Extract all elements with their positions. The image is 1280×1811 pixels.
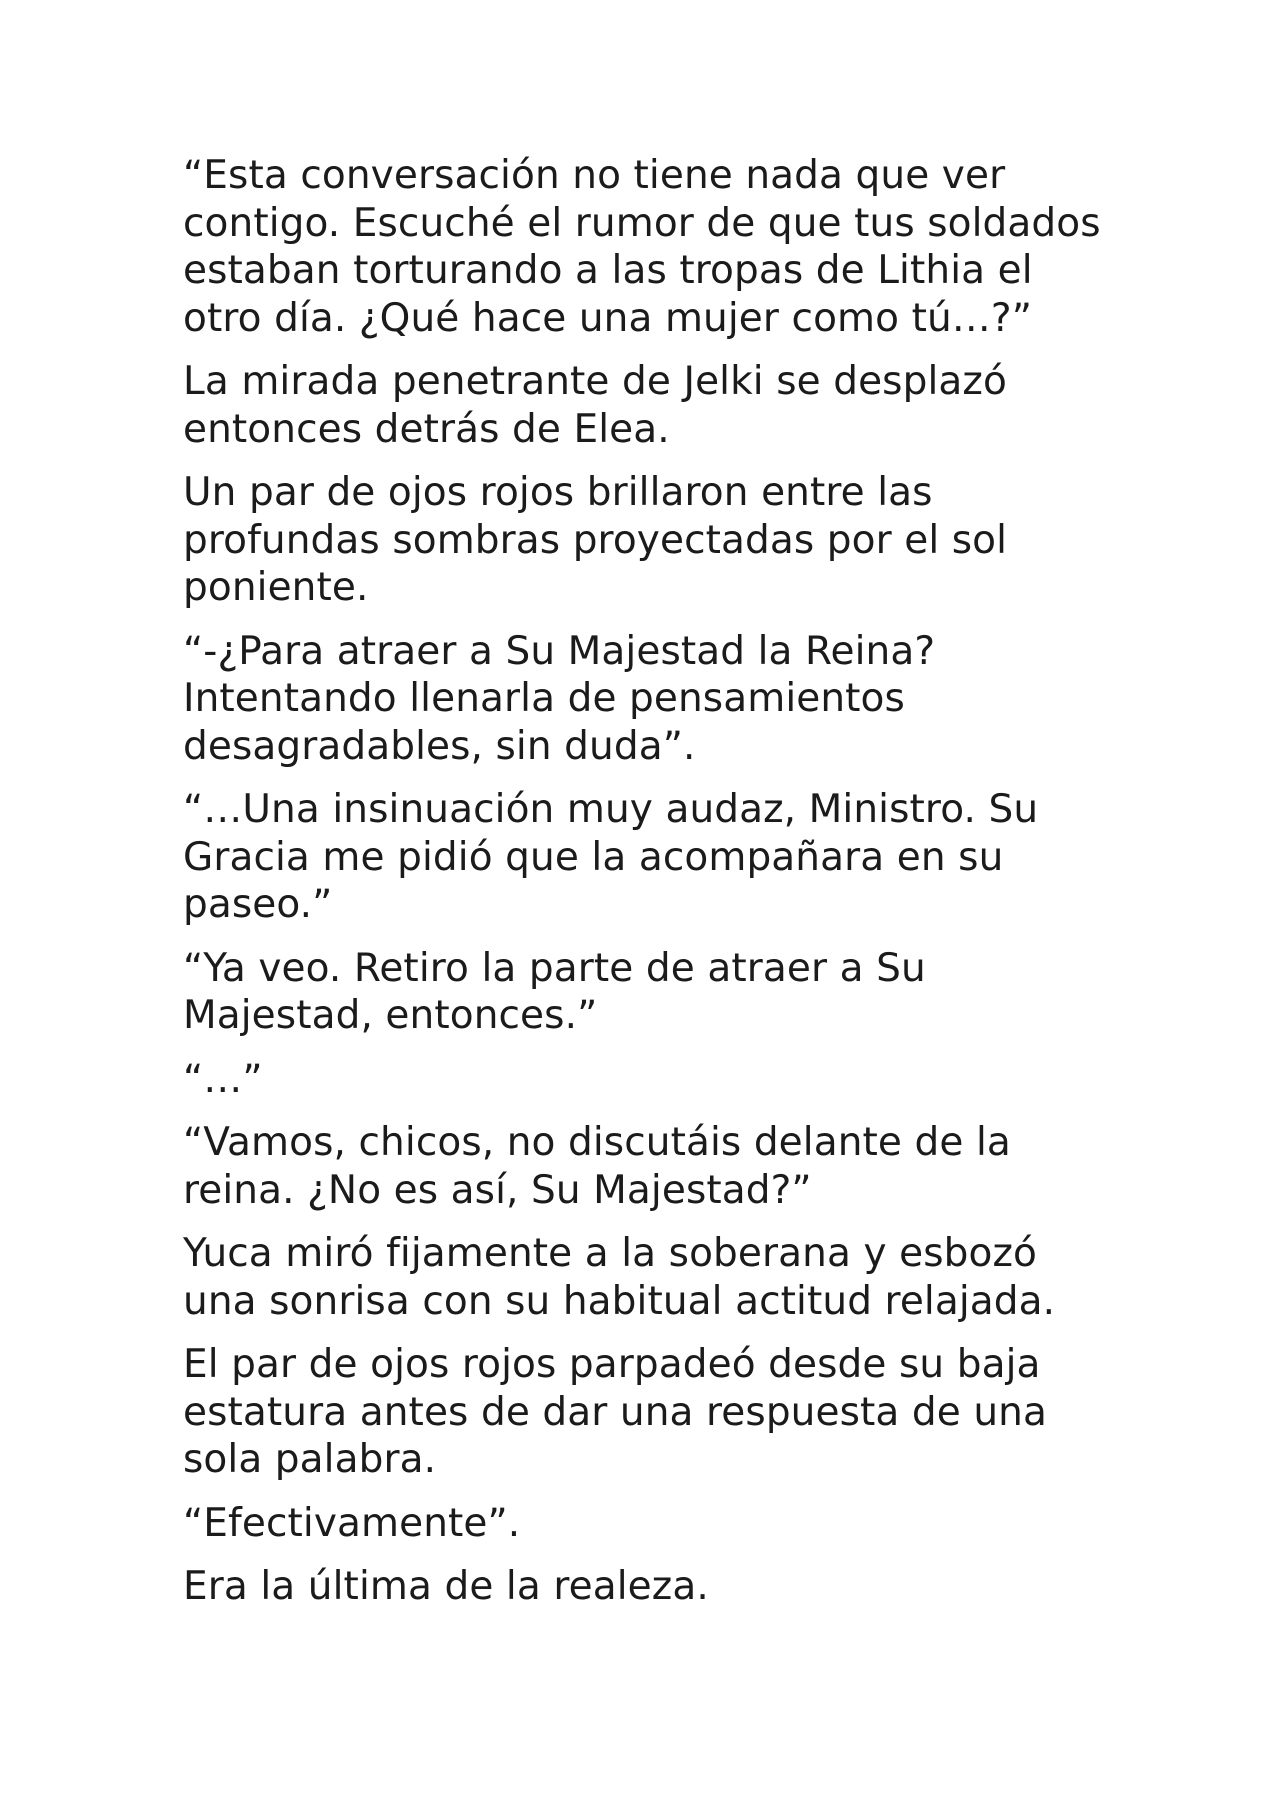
paragraph-3: Un par de ojos rojos brillaron entre las profundas sombras proyectadas por el sol poniente. xyxy=(183,470,1008,610)
paragraph-7: “…” xyxy=(183,1056,263,1102)
paragraph-2: La mirada penetrante de Jelki se desplazó entonces detrás de Elea. xyxy=(183,359,1007,452)
paragraph-8: “Vamos, chicos, no discutáis delante de la reina. ¿No es así, Su Majestad?” xyxy=(183,1120,1011,1213)
paragraph-10: El par de ojos rojos parpadeó desde su baja estatura antes de dar una respuesta de una sola palabra. xyxy=(183,1342,1047,1482)
paragraph-11: “Efectivamente”. xyxy=(183,1500,521,1546)
paragraph-4: “-¿Para atraer a Su Majestad la Reina? Intentando llenarla de pensamientos desagradables, sin duda”. xyxy=(183,628,936,769)
paragraph-6: “Ya veo. Retiro la parte de atraer a Su Majestad, entonces.” xyxy=(183,945,926,1038)
paragraph-5: “…Una insinuación muy audaz, Ministro. Su Gracia me pidió que la acompañara en su paseo.” xyxy=(183,787,1039,927)
paragraph-12: Era la última de la realeza. xyxy=(183,1564,709,1609)
text-body xyxy=(183,152,1113,1627)
paragraph-9: Yuca miró fijamente a la soberana y esbozó una sonrisa con su habitual actitud relajada. xyxy=(183,1231,1056,1324)
paragraph-1: “Esta conversación no tiene nada que ver contigo. Escuché el rumor de que tus soldados estaban torturando a las tropas de Lithia el otro día. ¿Qué hace una mujer como tú…?” xyxy=(183,153,1101,341)
